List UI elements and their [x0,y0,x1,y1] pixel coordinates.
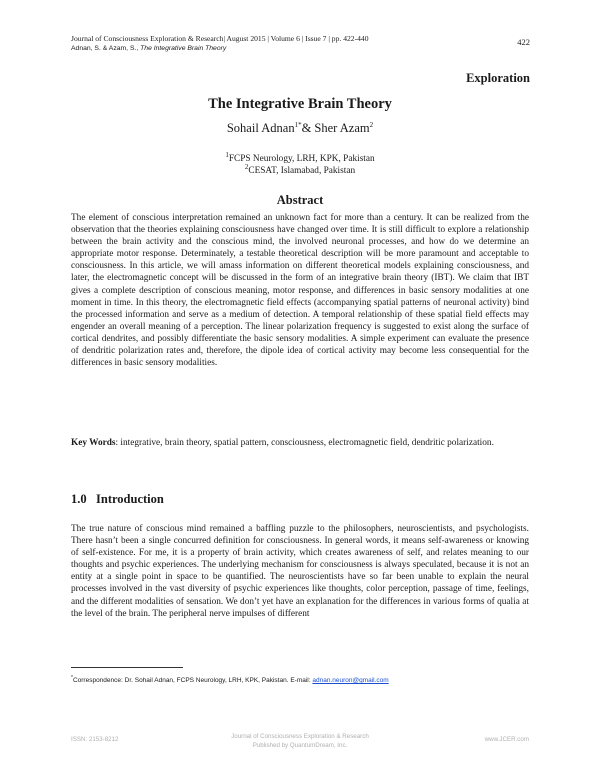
introduction-text: The true nature of conscious mind remained a baffling puzzle to the philosophers, neuroscientists, and psychologists. There hasn’t been a single concurred definition for consciousness. In general words, it means self-awareness or knowing of self-existence. For me, it is a property of brain activity, which creates awareness of self, and relates meaning to our thoughts and psychic experiences. The underlying mechanism for consciousness is always speculated, because it is not an entity at a single point in space to be quantified. The neuroscientists have so far been unable to explain the neural processes involved in the vast diversity of psychic experiences like thoughts, color perception, passage of time, feelings, and the different modalities of sensation. We don’t yet have an explanation for the differences in various forms of qualia at the level of the brain. The peripheral nerve impulses of different [71,524,529,619]
page-number: 422 [517,37,530,47]
author-line [0,121,600,136]
author-2: & Sher Azam [301,121,370,135]
affiliation-2-mark: 2 [244,162,249,171]
abstract-text: The element of conscious interpretation remained an unknown fact for more than a century. It can be realized from the observation that the theories explaining consciousness have changed over time. It is still difficult to explore a relationship between the brain activity and the conscious mind, the involved neuronal processes, and how do we determine an appropriate motor response. Determinately, a testable theoretical description will be more paramount and acceptable to consciousness. In this article, we will amass information on different theoretical models explaining consciousness, and later, the electromagnetic concept will be discussed in the form of an integrative brain theory (IBT). We claim that IBT gives a complete description of conscious meaning, motor response, and differences in basic sensory modalities at one moment in time. In this theory, the electromagnetic field effects (accompanying spatial patterns of neuronal activity) bind the processed information and serve as a medium of detection. A temporal relationship of these spatial field effects may engender an overall meaning of a perception. The linear polarization frequency is suggested to exist along the surface of cortical dendrites, and possibly differentiate the basic sensory modalities. A simple experiment can evaluate the presence of dendritic polarization rates and, therefore, the dipole idea of cortical activity may become less consequential for the differences in basic sensory modalities. [71,213,529,369]
footer-website: www.JCER.com [484,736,529,743]
footnote-mark: * [71,675,73,681]
running-header-journal: Journal of Consciousness Exploration & Research| August 2015 | Volume 6 | Issue 7 | pp. 422-440 [71,34,369,43]
footnote [71,675,389,684]
paper-title: The Integrative Brain Theory [208,96,392,112]
author-1: Sohail Adnan [226,121,295,135]
footer-issn: ISSN: 2153-8212 [71,736,119,743]
keywords-text: : integrative, brain theory, spatial pattern, consciousness, electromagnetic field, dendritic polarization. [115,438,494,448]
running-header-title: The Integrative Brain Theory [140,45,227,52]
affiliation-2-text: CESAT, Islamabad, Pakistan [248,166,356,176]
footer-journal: Journal of Consciousness Exploration & Research [231,733,369,740]
running-header-citation [71,45,226,52]
section-label: Exploration [466,71,530,85]
introduction-heading: 1.0 Introduction [71,492,164,506]
affiliation-1-mark: 1 [225,150,229,159]
footer-publisher: Published by QuantumDream, Inc. [252,742,348,749]
keywords-label: Key Words [71,438,116,448]
correspondence-email-link[interactable]: adnan.neuron@gmail.com [312,677,389,685]
author-2-marks: 2 [369,120,374,129]
running-header-authors: Adnan, S. & Azam, S., [71,45,141,52]
footnote-rule [71,667,183,668]
keywords [71,437,529,449]
affiliation-2 [0,162,600,176]
affiliation-1 [0,150,600,164]
affiliation-1-text: FCPS Neurology, LRH, KPK, Pakistan [228,154,375,164]
author-1-marks: 1* [294,120,302,129]
abstract-heading: Abstract [276,193,324,207]
footnote-text: Correspondence: Dr. Sohail Adnan, FCPS Neurology, LRH, KPK, Pakistan. E-mail: [72,677,313,685]
